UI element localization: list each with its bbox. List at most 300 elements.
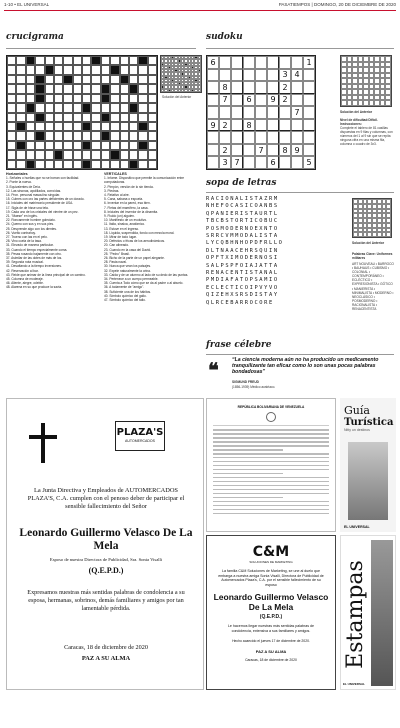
wordsearch-rule <box>206 192 394 193</box>
crossword-cell <box>110 75 119 84</box>
sudoku-cell[interactable] <box>219 131 231 144</box>
sudoku-cell[interactable] <box>279 106 291 119</box>
crossword-cell <box>45 150 54 159</box>
crossword-cell <box>148 56 157 65</box>
plazas-logo <box>115 421 165 451</box>
crossword-cell <box>129 56 138 65</box>
crossword-cell <box>26 113 35 122</box>
legal-text-line <box>213 441 329 443</box>
legal-text-line <box>213 489 329 491</box>
crossword-cell <box>54 141 63 150</box>
sudoku-cell[interactable] <box>207 106 219 119</box>
sudoku-cell[interactable] <box>231 69 243 82</box>
crossword-cell <box>148 94 157 103</box>
sudoku-cell[interactable]: 5 <box>303 156 315 169</box>
crossword-cell <box>120 65 129 74</box>
sudoku-cell[interactable] <box>279 56 291 69</box>
sudoku-cell[interactable] <box>207 94 219 107</box>
crossword-cell <box>110 141 119 150</box>
sudoku-cell[interactable] <box>267 69 279 82</box>
crossword-cell <box>91 122 100 131</box>
crossword-cell <box>138 65 147 74</box>
crossword-cell <box>91 131 100 140</box>
sudoku-cell[interactable] <box>207 69 219 82</box>
crossword-solution-label: Solución del Anterior <box>162 95 192 99</box>
crossword-cell <box>45 65 54 74</box>
sudoku-cell[interactable]: 3 <box>219 156 231 169</box>
crossword-cell <box>73 103 82 112</box>
cross-icon <box>41 423 45 463</box>
sudoku-cell[interactable] <box>255 69 267 82</box>
crossword-heading: crucigrama <box>6 32 64 42</box>
sudoku-cell[interactable] <box>207 131 219 144</box>
sudoku-cell[interactable]: 8 <box>219 81 231 94</box>
sudoku-cell[interactable]: 7 <box>255 144 267 157</box>
crossword-cell <box>35 94 44 103</box>
crossword-cell <box>120 56 129 65</box>
sudoku-cell[interactable] <box>243 106 255 119</box>
sudoku-solution-label: Solución del Anterior <box>340 110 373 114</box>
sudoku-cell[interactable] <box>243 156 255 169</box>
crossword-cell <box>54 113 63 122</box>
sudoku-cell[interactable]: 7 <box>291 106 303 119</box>
crossword-cell <box>54 160 63 169</box>
cm-rip-label: (Q.E.P.D.) <box>259 614 283 621</box>
crossword-cell <box>7 56 16 65</box>
crossword-cell <box>16 122 25 131</box>
place-date: Caracas, 18 de diciembre de 2020 <box>64 644 148 651</box>
sudoku-cell[interactable]: 2 <box>279 94 291 107</box>
sudoku-cell[interactable] <box>231 94 243 107</box>
crossword-cell <box>138 103 147 112</box>
sudoku-cell[interactable] <box>303 144 315 157</box>
sudoku-cell[interactable] <box>303 81 315 94</box>
crossword-cell <box>148 160 157 169</box>
crossword-cell <box>120 103 129 112</box>
crossword-cell <box>101 75 110 84</box>
crossword-cell <box>120 94 129 103</box>
sudoku-cell[interactable] <box>255 56 267 69</box>
crossword-cell <box>82 122 91 131</box>
crossword-cell <box>91 150 100 159</box>
cm-logo: C&M <box>252 544 290 560</box>
quote-rule <box>206 354 394 355</box>
legal-text-line <box>213 481 329 483</box>
sudoku-cell[interactable] <box>303 94 315 107</box>
sudoku-cell[interactable] <box>267 56 279 69</box>
cm-intro: La familia C&M Soluciones de Marketing, se une al duelo que embarga a nuestra amiga Sonia Visalli, Directora de Publicidad de Automercados Plaza's, C.A. por el sensible fallecimiento de su esposo <box>218 569 324 587</box>
sudoku-cell[interactable] <box>279 156 291 169</box>
crossword-cell <box>26 103 35 112</box>
quote-author-info: (1856-1939) Médico austriaco. <box>232 385 276 389</box>
crossword-cell <box>91 84 100 93</box>
crossword-cell <box>73 113 82 122</box>
cm-place-date: Caracas, 18 de diciembre de 2020 <box>245 657 297 662</box>
wordsearch-word-list: ART NOUVEAU • BARROCO • BAUHAUS • CUBISMO • COLONIAL • CONTEMPORÁNEO • ECLÉCTICO • EXPRESIONISTA • GÓTICO • MANIERISTA • MINIMALISTA • MODERNO • NEOCLÁSICO • POSMODERNO • RACIONALISTA • RENACENTISTA <box>352 262 394 312</box>
sudoku-solution-cell <box>385 100 391 106</box>
sudoku-cell[interactable] <box>303 69 315 82</box>
cm-closing: PAZ A SU ALMA <box>255 648 287 654</box>
crossword-cell <box>63 75 72 84</box>
crossword-cell <box>91 141 100 150</box>
crossword-cell <box>16 56 25 65</box>
crossword-cell <box>54 75 63 84</box>
legal-text-line <box>213 501 329 503</box>
sudoku-cell[interactable] <box>279 119 291 132</box>
sudoku-cell[interactable] <box>255 119 267 132</box>
crossword-cell <box>35 141 44 150</box>
crossword-cell <box>101 113 110 122</box>
crossword-cell <box>148 122 157 131</box>
crossword-cell <box>26 160 35 169</box>
crossword-cell <box>63 103 72 112</box>
obituary-cm <box>206 535 336 690</box>
crossword-cell <box>45 94 54 103</box>
sudoku-cell[interactable] <box>255 106 267 119</box>
solution-cell <box>198 89 201 92</box>
crossword-cell <box>138 122 147 131</box>
crossword-rule <box>6 48 196 49</box>
crossword-cell <box>101 141 110 150</box>
crossword-cell <box>82 103 91 112</box>
sudoku-cell[interactable] <box>303 106 315 119</box>
sudoku-cell[interactable] <box>243 81 255 94</box>
crossword-cell <box>138 113 147 122</box>
crossword-cell <box>138 131 147 140</box>
crossword-cell <box>73 56 82 65</box>
sudoku-cell[interactable] <box>291 131 303 144</box>
sudoku-cell[interactable] <box>207 156 219 169</box>
cm-condolences: Le hacemos llegar nuestras más sentidas palabras de condolencia, extensiva a sus familiares y amigos. <box>227 624 315 633</box>
crossword-cell <box>91 160 100 169</box>
crossword-cell <box>16 94 25 103</box>
crossword-cell <box>16 84 25 93</box>
crossword-cell <box>16 113 25 122</box>
page-folio: 1-10 • EL UNIVERSAL <box>4 2 50 7</box>
crossword-cell <box>82 131 91 140</box>
sudoku-cell[interactable] <box>207 81 219 94</box>
crossword-cell <box>26 150 35 159</box>
crossword-cell <box>82 56 91 65</box>
sudoku-cell[interactable] <box>291 156 303 169</box>
sudoku-cell[interactable] <box>267 144 279 157</box>
crossword-cell <box>45 131 54 140</box>
sudoku-cell[interactable] <box>279 131 291 144</box>
sudoku-cell[interactable]: 8 <box>243 119 255 132</box>
sudoku-cell[interactable] <box>243 69 255 82</box>
crossword-cell <box>120 160 129 169</box>
crossword-cell <box>26 122 35 131</box>
crossword-cell <box>63 122 72 131</box>
legal-text-line <box>213 449 283 451</box>
ad-estampas[interactable] <box>340 535 396 690</box>
crossword-cell <box>35 56 44 65</box>
crossword-cell <box>138 160 147 169</box>
deceased-name: Leonardo Guillermo Velasco De La Mela <box>19 527 193 552</box>
plazas-logo-title: PLAZA'S <box>116 427 164 438</box>
legal-text-line <box>213 465 329 467</box>
crossword-cell <box>16 65 25 74</box>
crossword-cell <box>7 122 16 131</box>
legal-text-line <box>213 469 329 471</box>
crossword-cell <box>7 160 16 169</box>
sudoku-cell[interactable]: 2 <box>219 144 231 157</box>
crossword-cell <box>63 94 72 103</box>
sudoku-cell[interactable] <box>207 144 219 157</box>
crossword-cell <box>101 122 110 131</box>
obituary-plazas <box>6 398 204 690</box>
crossword-cell <box>73 131 82 140</box>
closing-text: PAZ A SU ALMA <box>81 655 131 662</box>
legal-text-line <box>213 473 283 475</box>
crossword-cell <box>82 113 91 122</box>
crossword-cell <box>101 94 110 103</box>
sudoku-cell[interactable] <box>291 119 303 132</box>
crossword-cell <box>110 150 119 159</box>
sudoku-cell[interactable] <box>255 81 267 94</box>
wordsearch-solution-grid <box>352 198 392 238</box>
crossword-cell <box>129 113 138 122</box>
crossword-cell <box>129 75 138 84</box>
sudoku-cell[interactable]: 1 <box>303 56 315 69</box>
crossword-cell <box>63 113 72 122</box>
crossword-cell <box>101 103 110 112</box>
crossword-cell <box>35 75 44 84</box>
crossword-cell <box>148 84 157 93</box>
sudoku-cell[interactable] <box>303 131 315 144</box>
crossword-cell <box>45 56 54 65</box>
legal-notice <box>206 398 336 532</box>
sudoku-cell[interactable]: 2 <box>279 81 291 94</box>
crossword-cell <box>82 141 91 150</box>
ad-guia-turistica[interactable] <box>340 398 396 532</box>
legal-header: REPÚBLICA BOLIVARIANA DE VENEZUELA <box>237 405 305 409</box>
crossword-cell <box>73 75 82 84</box>
sudoku-cell[interactable]: 9 <box>267 94 279 107</box>
crossword-cell <box>120 150 129 159</box>
wordsearch-solution-label: Solución del Anterior <box>352 241 385 245</box>
crossword-cell <box>138 141 147 150</box>
crossword-cell <box>73 94 82 103</box>
crossword-cell <box>7 113 16 122</box>
crossword-cell <box>91 113 100 122</box>
guia-brand: EL UNIVERSAL <box>344 525 370 529</box>
crossword-cell <box>129 84 138 93</box>
crossword-cell <box>7 103 16 112</box>
sudoku-cell[interactable] <box>243 131 255 144</box>
header-rule <box>4 10 396 11</box>
sudoku-cell[interactable]: 6 <box>243 94 255 107</box>
sudoku-cell[interactable] <box>303 119 315 132</box>
crossword-cell <box>26 94 35 103</box>
sudoku-cell[interactable] <box>267 131 279 144</box>
legal-text-block <box>213 429 329 514</box>
crossword-cell <box>7 84 16 93</box>
crossword-cell <box>54 103 63 112</box>
sudoku-cell[interactable] <box>243 144 255 157</box>
crossword-cell <box>148 103 157 112</box>
crossword-cell <box>54 65 63 74</box>
legal-text-line <box>213 457 329 459</box>
crossword-cell <box>7 131 16 140</box>
sudoku-grid <box>206 55 316 170</box>
legal-text-line <box>213 509 329 511</box>
crossword-cell <box>120 84 129 93</box>
sudoku-cell[interactable] <box>255 156 267 169</box>
crossword-cell <box>110 103 119 112</box>
crossword-cell <box>7 94 16 103</box>
crossword-cell <box>148 131 157 140</box>
crossword-cell <box>82 84 91 93</box>
crossword-cell <box>16 131 25 140</box>
crossword-cell <box>73 141 82 150</box>
sudoku-cell[interactable] <box>255 94 267 107</box>
crossword-cell <box>35 122 44 131</box>
crossword-cell <box>129 150 138 159</box>
sudoku-cell[interactable] <box>267 119 279 132</box>
legal-text-line <box>213 477 329 479</box>
crossword-cell <box>26 84 35 93</box>
sudoku-cell[interactable] <box>231 81 243 94</box>
wordsearch-grid: RACIONALISTAZRM NHEFOCASICOANBS QPANIERISTAURTL TBCBSTORTICOBUC POSMODERNOEXNTO SRRCVMMODALISTA LYCQBHNHOPDFRLLO DLTNAACEHRSQUIN OPFTXIMODERNOSI SALPSPFOIAJATTA RENACENTISTANAL PMDIAFATOPSAMIO ECLECTICOIPVYVO QIZEHXSRSDISTAY QLRCEBARROCORE <box>206 196 284 306</box>
crossword-cell <box>7 150 16 159</box>
plazas-logo-sub: AUTOMERCADOS <box>125 439 155 443</box>
sudoku-cell[interactable]: 7 <box>219 94 231 107</box>
legal-text-line <box>213 445 329 447</box>
sudoku-cell[interactable]: 7 <box>231 156 243 169</box>
crossword-cell <box>110 160 119 169</box>
guia-title2: Turística <box>344 417 394 428</box>
crossword-cell <box>35 150 44 159</box>
crossword-grid <box>6 55 158 170</box>
crossword-cell <box>63 56 72 65</box>
sudoku-cell[interactable] <box>219 106 231 119</box>
crossword-cell <box>26 75 35 84</box>
sudoku-cell[interactable]: 8 <box>279 144 291 157</box>
crossword-cell <box>35 160 44 169</box>
legal-text-line <box>213 433 329 435</box>
crossword-cell <box>54 131 63 140</box>
legal-text-line <box>213 513 329 515</box>
sudoku-heading: sudoku <box>206 32 243 42</box>
crossword-cell <box>148 65 157 74</box>
crossword-cell <box>110 56 119 65</box>
sudoku-cell[interactable] <box>231 144 243 157</box>
quote-heading: frase célebre <box>206 340 272 350</box>
crossword-cell <box>16 103 25 112</box>
crossword-cell <box>129 160 138 169</box>
crossword-cell <box>129 131 138 140</box>
legal-text-line <box>213 497 283 499</box>
crossword-cell <box>101 56 110 65</box>
crossword-cell <box>16 160 25 169</box>
legal-text-line <box>213 461 329 463</box>
crossword-cell <box>73 65 82 74</box>
page-date: PASATIEMPOS | DOMINGO, 20 DE DICIEMBRE DE 2020 <box>278 2 396 7</box>
quote-text: “La ciencia moderna aún no ha producido un medicamento tranquilizante tan eficaz como lo son unas pocas palabras bondadosas” <box>232 357 379 376</box>
sudoku-cell[interactable] <box>267 81 279 94</box>
crossword-cell <box>129 65 138 74</box>
crossword-cell <box>110 84 119 93</box>
sudoku-rule <box>206 48 394 49</box>
crossword-cell <box>54 56 63 65</box>
crossword-cell <box>129 141 138 150</box>
cross-icon-bar <box>29 435 57 439</box>
sudoku-cell[interactable]: 6 <box>267 156 279 169</box>
crossword-cell <box>16 150 25 159</box>
crossword-cell <box>138 150 147 159</box>
crossword-cell <box>45 75 54 84</box>
crossword-cell <box>35 113 44 122</box>
seal-icon <box>266 412 276 422</box>
sudoku-cell[interactable]: 9 <box>207 119 219 132</box>
crossword-solution-grid <box>160 55 202 93</box>
sudoku-cell[interactable]: 3 <box>279 69 291 82</box>
crossword-cell <box>91 94 100 103</box>
crossword-cell <box>7 65 16 74</box>
sudoku-cell[interactable] <box>231 56 243 69</box>
crossword-cell <box>73 150 82 159</box>
crossword-cell <box>138 94 147 103</box>
crossword-cell <box>35 65 44 74</box>
crossword-cell <box>101 84 110 93</box>
crossword-cell <box>54 84 63 93</box>
legal-text-line <box>213 453 329 455</box>
sudoku-cell[interactable] <box>231 131 243 144</box>
sudoku-cell[interactable] <box>291 94 303 107</box>
crossword-cell <box>45 122 54 131</box>
crossword-cell <box>120 75 129 84</box>
sudoku-cell[interactable] <box>291 81 303 94</box>
crossword-cell <box>120 141 129 150</box>
sudoku-cell[interactable] <box>255 131 267 144</box>
crossword-cell <box>26 141 35 150</box>
crossword-cell <box>101 131 110 140</box>
crossword-cell <box>45 113 54 122</box>
crossword-cell <box>7 141 16 150</box>
sudoku-cell[interactable]: 6 <box>207 56 219 69</box>
crossword-cell <box>110 131 119 140</box>
crossword-cell <box>120 113 129 122</box>
sudoku-cell[interactable] <box>231 106 243 119</box>
crossword-cell <box>82 94 91 103</box>
sudoku-cell[interactable]: 2 <box>219 119 231 132</box>
crossword-cell <box>82 160 91 169</box>
sudoku-cell[interactable] <box>231 119 243 132</box>
crossword-cell <box>45 141 54 150</box>
sudoku-cell[interactable] <box>243 56 255 69</box>
condolences-text: Expresamos nuestras más sentidas palabras de condolencia a su esposa, hermanas, sobrinos, demás familiares y amigos por tan lamentable pérdida. <box>27 589 185 612</box>
sudoku-cell[interactable]: 9 <box>291 144 303 157</box>
hiker-image <box>348 442 388 520</box>
crossword-cell <box>35 131 44 140</box>
crossword-cell <box>148 141 157 150</box>
sudoku-cell[interactable]: 4 <box>291 69 303 82</box>
crossword-cell <box>45 160 54 169</box>
crossword-cell <box>129 94 138 103</box>
rip-label: (Q.E.P.D.) <box>88 566 124 575</box>
crossword-cell <box>82 75 91 84</box>
sudoku-cell[interactable] <box>291 56 303 69</box>
sudoku-cell[interactable] <box>267 106 279 119</box>
sudoku-cell[interactable] <box>219 56 231 69</box>
cm-deceased-name: Leonardo Guillermo Velasco De La Mela <box>213 592 329 613</box>
estampas-title: Estampas <box>342 560 368 669</box>
sudoku-cell[interactable] <box>219 69 231 82</box>
crossword-cell <box>73 160 82 169</box>
crossword-cell <box>7 75 16 84</box>
sudoku-solution-grid <box>340 55 392 107</box>
